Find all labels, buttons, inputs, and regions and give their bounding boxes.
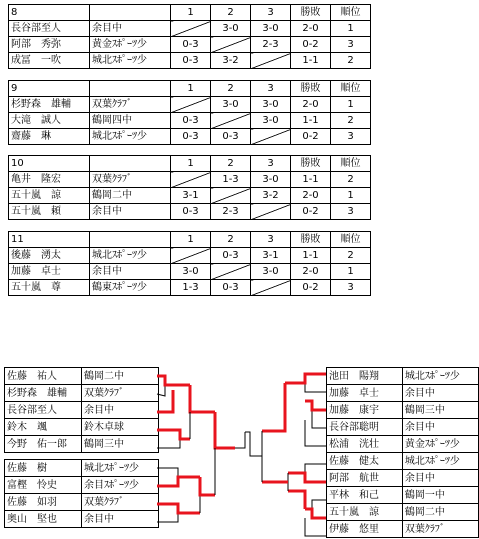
group-number: 9 <box>9 81 90 97</box>
bracket-line <box>305 518 326 536</box>
rank: 1 <box>331 97 371 113</box>
winner-line <box>215 412 235 448</box>
player-name: 松浦 洸壮 <box>327 436 403 453</box>
winner-line <box>262 383 285 431</box>
group-number: 11 <box>9 232 90 248</box>
player-name: 池田 陽翔 <box>327 368 403 385</box>
team-name: 余目中 <box>90 204 171 220</box>
column-header: 勝敗 <box>291 156 331 172</box>
team-name: 鶴岡二中 <box>82 368 159 385</box>
team-name: 余目中 <box>402 470 478 487</box>
team-name: 鶴岡一中 <box>402 487 478 504</box>
win-loss: 2-0 <box>291 97 331 113</box>
bracket-line <box>305 420 326 446</box>
column-header: 2 <box>211 81 251 97</box>
win-loss: 1-1 <box>291 113 331 129</box>
rank: 1 <box>331 21 371 37</box>
rank: 3 <box>331 204 371 220</box>
rank: 3 <box>331 129 371 145</box>
column-header: 2 <box>211 232 251 248</box>
player-name: 阿部 航世 <box>327 470 403 487</box>
team-name: 鶴岡三中 <box>82 436 159 453</box>
team-name: 鶴岡三中 <box>402 402 478 419</box>
player-name: 大滝 誠人 <box>9 113 90 129</box>
winner-line <box>157 477 200 486</box>
player-name: 成冨 一吹 <box>9 53 90 69</box>
team-name: 余目中 <box>402 385 478 402</box>
bracket-line <box>305 464 326 482</box>
bracket-line <box>245 432 262 456</box>
team-name: 余目中 <box>82 511 159 528</box>
winner-line <box>288 473 326 482</box>
column-header: 勝敗 <box>291 232 331 248</box>
score-cell: 0-3 <box>211 248 251 264</box>
team-name: 鶴東ｽﾎﾟｰﾂ少 <box>90 280 171 296</box>
score-cell: 0-3 <box>171 129 211 145</box>
player-name: 佐藤 樹 <box>5 460 82 477</box>
team-name: 城北ｽﾎﾟｰﾂ少 <box>90 129 171 145</box>
team-name: 余目ｽﾎﾟｰﾂ少 <box>82 477 159 494</box>
score-cell: 1-3 <box>211 172 251 188</box>
player-name: 奥山 堅也 <box>5 511 82 528</box>
player-name: 平林 和己 <box>327 487 403 504</box>
player-name: 亀井 隆宏 <box>9 172 90 188</box>
player-name: 佐藤 健太 <box>327 453 403 470</box>
team-name: 鶴岡二中 <box>402 504 478 521</box>
winner-line <box>157 430 190 439</box>
score-cell: 0-3 <box>171 53 211 69</box>
column-header: 2 <box>211 5 251 21</box>
column-header: 3 <box>251 81 291 97</box>
winner-line <box>305 509 326 518</box>
player-name: 加藤 康宇 <box>327 402 403 419</box>
group-number: 8 <box>9 5 90 21</box>
player-name: 五十嵐 諒 <box>327 504 403 521</box>
winner-line <box>285 374 326 383</box>
score-cell: 0-3 <box>171 37 211 53</box>
win-loss: 0-2 <box>291 204 331 220</box>
team-name: 双葉ｸﾗﾌﾞ <box>402 521 478 538</box>
team-name: 黄金ｽﾎﾟｰﾂ少 <box>90 37 171 53</box>
column-header: 1 <box>171 156 211 172</box>
rank: 2 <box>331 248 371 264</box>
score-cell: 3-0 <box>251 21 291 37</box>
rank: 2 <box>331 172 371 188</box>
score-cell: 2-3 <box>251 37 291 53</box>
player-name: 後藤 湧太 <box>9 248 90 264</box>
team-name: 城北ｽﾎﾟｰﾂ少 <box>90 53 171 69</box>
team-name: 双葉ｸﾗﾌﾞ <box>82 385 159 402</box>
player-name: 今野 佑一郎 <box>5 436 82 453</box>
win-loss: 2-0 <box>291 264 331 280</box>
bracket-line <box>312 410 326 428</box>
player-name: 五十嵐 諒 <box>9 188 90 204</box>
bracket-line <box>312 500 326 518</box>
team-name: 城北ｽﾎﾟｰﾂ少 <box>90 248 171 264</box>
team-name: 双葉ｸﾗﾌﾞ <box>82 494 159 511</box>
player-name: 杉野森 雄輔 <box>9 97 90 113</box>
score-cell: 3-0 <box>251 264 291 280</box>
bracket-line <box>157 504 178 522</box>
player-name: 伊藤 悠里 <box>327 521 403 538</box>
score-cell: 0-3 <box>211 280 251 296</box>
player-name: 五十嵐 尊 <box>9 280 90 296</box>
bracket-line <box>157 468 178 486</box>
column-header: 1 <box>171 5 211 21</box>
rank: 2 <box>331 113 371 129</box>
rank: 3 <box>331 37 371 53</box>
winner-line <box>288 491 305 509</box>
player-name: 佐藤 祐人 <box>5 368 82 385</box>
column-header: 勝敗 <box>291 81 331 97</box>
win-loss: 0-2 <box>291 280 331 296</box>
rank: 2 <box>331 53 371 69</box>
team-name: 余目中 <box>82 402 159 419</box>
column-header: 2 <box>211 156 251 172</box>
column-header: 3 <box>251 156 291 172</box>
team-name: 黄金ｽﾎﾟｰﾂ少 <box>402 436 478 453</box>
column-header: 順位 <box>331 156 371 172</box>
group-number: 10 <box>9 156 90 172</box>
win-loss: 1-1 <box>291 53 331 69</box>
score-cell: 3-0 <box>251 172 291 188</box>
winner-line <box>190 385 215 412</box>
score-cell: 3-0 <box>251 97 291 113</box>
player-name: 五十嵐 頼 <box>9 204 90 220</box>
win-loss: 1-1 <box>291 172 331 188</box>
column-header: 1 <box>171 81 211 97</box>
player-name: 富樫 怜史 <box>5 477 82 494</box>
score-cell: 3-0 <box>211 21 251 37</box>
team-name: 鈴木卓球 <box>82 419 159 436</box>
player-name: 阿部 秀弥 <box>9 37 90 53</box>
team-name: 鶴岡二中 <box>90 188 171 204</box>
team-name: 双葉ｸﾗﾌﾞ <box>90 97 171 113</box>
score-cell: 3-1 <box>171 188 211 204</box>
column-header: 3 <box>251 5 291 21</box>
column-header: 順位 <box>331 81 371 97</box>
team-name: 余目中 <box>90 21 171 37</box>
team-name: 城北ｽﾎﾟｰﾂ少 <box>82 460 159 477</box>
column-header: 3 <box>251 232 291 248</box>
win-loss: 0-2 <box>291 37 331 53</box>
score-cell: 3-0 <box>171 264 211 280</box>
column-header: 順位 <box>331 5 371 21</box>
score-cell: 0-3 <box>171 204 211 220</box>
player-name: 長谷部聡明 <box>327 419 403 436</box>
player-name: 長谷部至人 <box>9 21 90 37</box>
player-name: 佐藤 如羽 <box>5 494 82 511</box>
player-name: 加藤 卓士 <box>327 385 403 402</box>
column-header: 順位 <box>331 232 371 248</box>
rank: 3 <box>331 280 371 296</box>
rank: 1 <box>331 188 371 204</box>
column-header: 1 <box>171 232 211 248</box>
team-name: 余目中 <box>90 264 171 280</box>
column-header: 勝敗 <box>291 5 331 21</box>
team-name: 鶴岡四中 <box>90 113 171 129</box>
bracket-line <box>305 374 326 392</box>
score-cell: 3-2 <box>211 53 251 69</box>
winner-line <box>200 477 215 495</box>
winner-line <box>305 401 326 410</box>
team-name: 城北ｽﾎﾟｰﾂ少 <box>402 453 478 470</box>
player-name: 杉野森 雄輔 <box>5 385 82 402</box>
team-name: 双葉ｸﾗﾌﾞ <box>90 172 171 188</box>
team-name: 余目中 <box>402 419 478 436</box>
win-loss: 0-2 <box>291 129 331 145</box>
bracket-line <box>235 432 245 448</box>
rank: 1 <box>331 264 371 280</box>
bracket-line <box>157 430 180 448</box>
score-cell: 3-2 <box>251 188 291 204</box>
team-name: 城北ｽﾎﾟｰﾂ少 <box>402 368 478 385</box>
score-cell: 0-3 <box>211 129 251 145</box>
score-cell: 3-0 <box>251 113 291 129</box>
win-loss: 2-0 <box>291 188 331 204</box>
score-cell: 3-0 <box>211 97 251 113</box>
score-cell: 1-3 <box>171 280 211 296</box>
winner-line <box>157 376 190 385</box>
winner-line <box>157 504 200 513</box>
player-name: 鈴木 颯 <box>5 419 82 436</box>
win-loss: 1-1 <box>291 248 331 264</box>
player-name: 齋藤 琳 <box>9 129 90 145</box>
player-name: 長谷部至人 <box>5 402 82 419</box>
score-cell: 3-1 <box>251 248 291 264</box>
score-cell: 2-3 <box>211 204 251 220</box>
score-cell: 0-3 <box>171 113 211 129</box>
win-loss: 2-0 <box>291 21 331 37</box>
player-name: 加藤 卓士 <box>9 264 90 280</box>
